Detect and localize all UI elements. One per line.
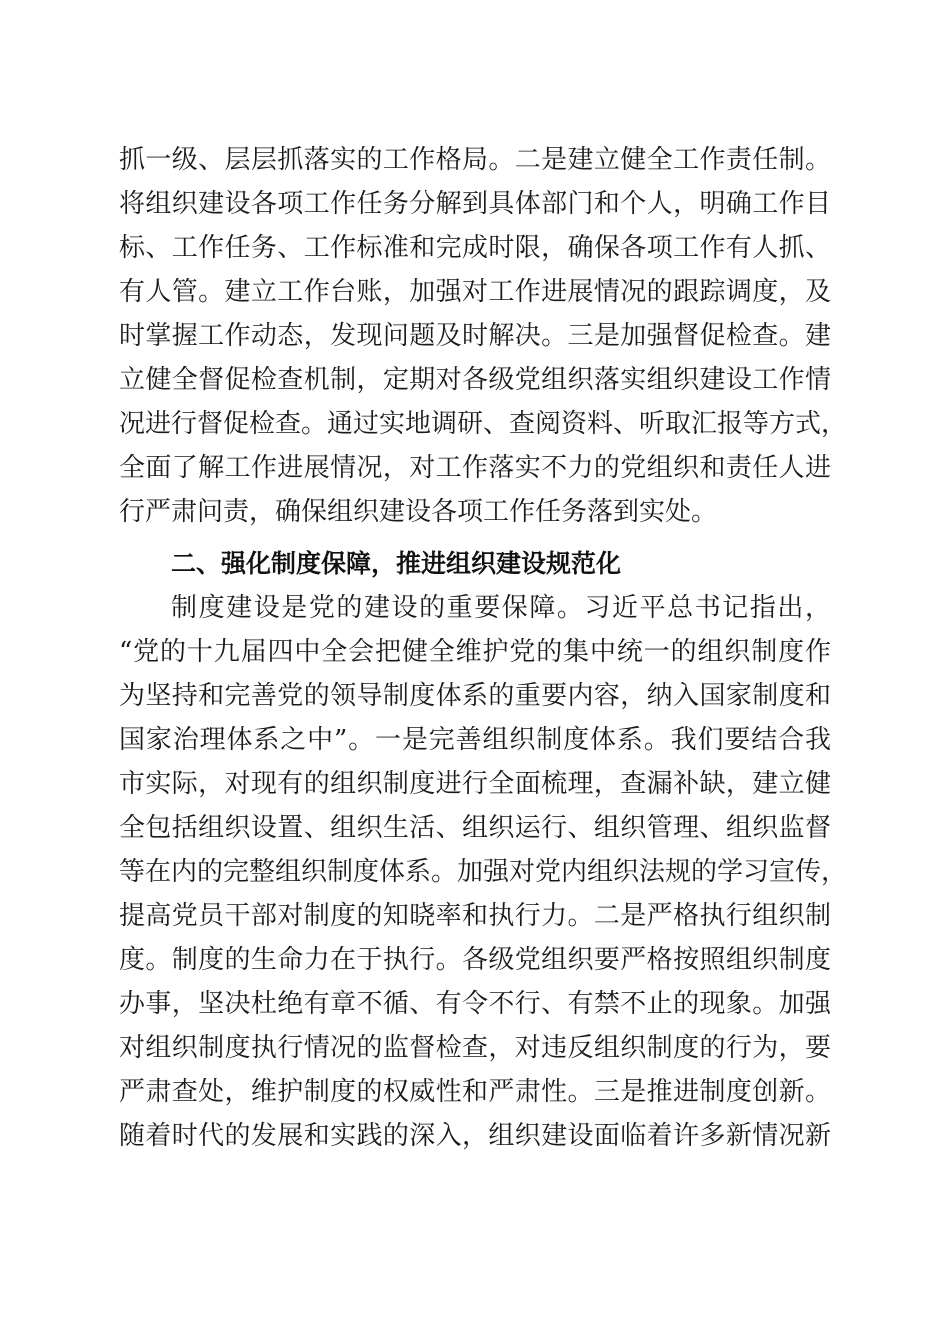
paragraph-line: 度。制度的生命力在于执行。各级党组织要严格按照组织制度: [119, 945, 831, 975]
paragraph-line: 为坚持和完善党的领导制度体系的重要内容，纳入国家制度和: [119, 681, 831, 711]
paragraph-line: 办事，坚决杜绝有章不循、有令不行、有禁不止的现象。加强: [119, 989, 831, 1019]
paragraph-line: 时掌握工作动态，发现问题及时解决。三是加强督促检查。建: [119, 321, 831, 351]
paragraph-line: 对组织制度执行情况的监督检查，对违反组织制度的行为，要: [119, 1033, 831, 1063]
paragraph-line: 提高党员干部对制度的知晓率和执行力。二是严格执行组织制: [119, 901, 831, 931]
paragraph-line: 抓一级、层层抓落实的工作格局。二是建立健全工作责任制。: [119, 145, 831, 175]
paragraph-line: 随着时代的发展和实践的深入，组织建设面临着许多新情况新: [119, 1121, 831, 1151]
paragraph-line: 有人管。建立工作台账，加强对工作进展情况的跟踪调度，及: [119, 277, 831, 307]
paragraph-line: 市实际，对现有的组织制度进行全面梳理，查漏补缺，建立健: [119, 769, 831, 799]
paragraph-line: “党的十九届四中全会把健全维护党的集中统一的组织制度作: [119, 637, 831, 667]
paragraph-line: 行严肃问责，确保组织建设各项工作任务落到实处。: [119, 497, 718, 527]
paragraph-line: 国家治理体系之中”。一是完善组织制度体系。我们要结合我: [119, 725, 831, 755]
paragraph-line: 等在内的完整组织制度体系。加强对党内组织法规的学习宣传，: [119, 857, 848, 887]
paragraph-line: 严肃查处，维护制度的权威性和严肃性。三是推进制度创新。: [119, 1077, 831, 1107]
paragraph-line: 全包括组织设置、组织生活、组织运行、组织管理、组织监督: [119, 813, 831, 843]
paragraph-line: 况进行督促检查。通过实地调研、查阅资料、听取汇报等方式，: [119, 409, 848, 439]
paragraph-line: 制度建设是党的建设的重要保障。习近平总书记指出，: [171, 593, 831, 623]
paragraph-line: 标、工作任务、工作标准和完成时限，确保各项工作有人抓、: [119, 233, 831, 263]
paragraph-line: 全面了解工作进展情况，对工作落实不力的党组织和责任人进: [119, 453, 831, 483]
paragraph-line: 立健全督促检查机制，定期对各级党组织落实组织建设工作情: [119, 365, 831, 395]
paragraph-line: 将组织建设各项工作任务分解到具体部门和个人，明确工作目: [119, 189, 831, 219]
section-heading: 二、强化制度保障，推进组织建设规范化: [171, 549, 622, 578]
